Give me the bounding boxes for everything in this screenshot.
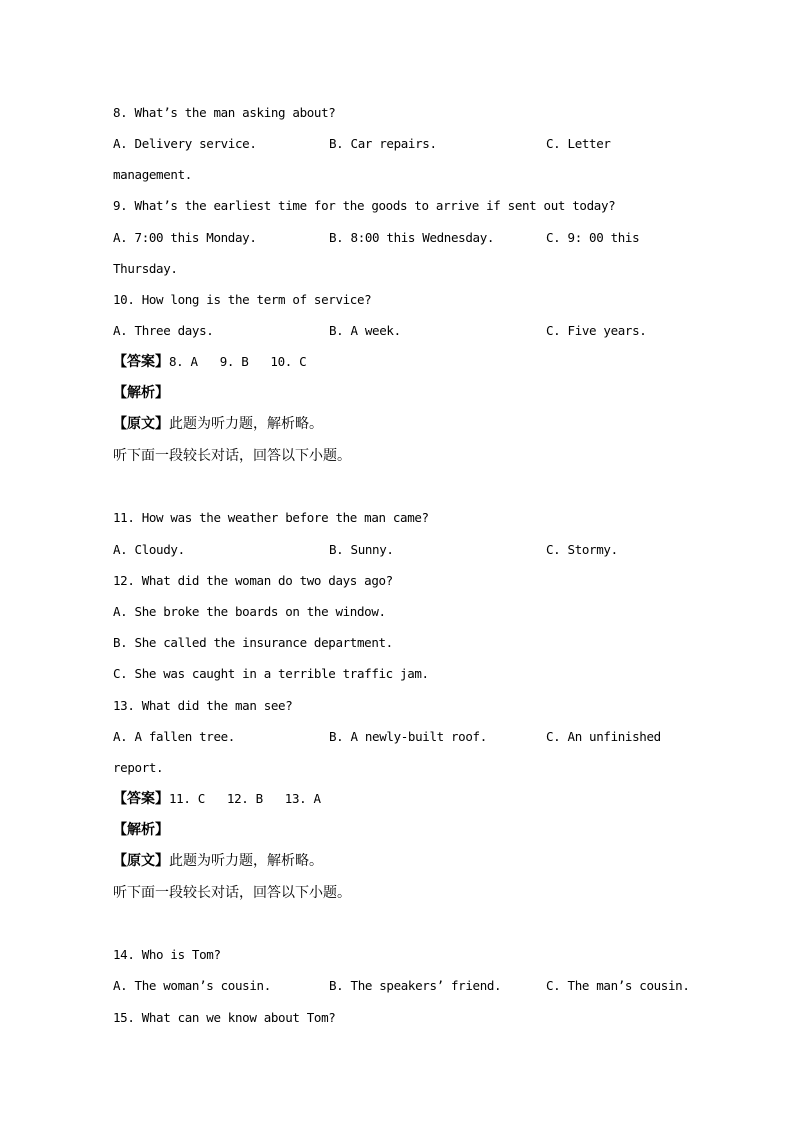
analysis-label: 【解析】 [113, 385, 169, 401]
question-13-stem: 13. What did the man see? [113, 698, 293, 713]
question-9-stem: 9. What’s the earliest time for the goods to arrive if sent out today? [113, 198, 616, 213]
question-8-option-b: B. Car repairs. [329, 136, 437, 151]
question-10-option-b: B. A week. [329, 323, 401, 338]
original-label: 【原文】 [113, 416, 169, 432]
question-14-option-b: B. The speakers’ friend. [329, 978, 502, 993]
listening-instruction: 听下面一段较长对话，回答以下小题。 [113, 885, 351, 901]
question-14-option-c: C. The man’s cousin. [546, 978, 690, 993]
question-8-option-c-continued: management. [113, 167, 192, 182]
answer-item: 13. A [284, 791, 321, 806]
question-14-option-a: A. The woman’s cousin. [113, 978, 271, 993]
question-11-option-a: A. Cloudy. [113, 542, 185, 557]
question-10-option-c: C. Five years. [546, 323, 647, 338]
answer-label: 【答案】 [113, 791, 169, 807]
question-10-stem: 10. How long is the term of service? [113, 292, 372, 307]
question-12-option-c: C. She was caught in a terrible traffic jam. [113, 666, 429, 681]
answer-label: 【答案】 [113, 354, 169, 370]
question-9-option-a: A. 7:00 this Monday. [113, 230, 257, 245]
question-15-stem: 15. What can we know about Tom? [113, 1010, 336, 1025]
question-8-option-c: C. Letter [546, 136, 611, 151]
question-9-option-c: C. 9: 00 this [546, 230, 640, 245]
question-9-option-c-continued: Thursday. [113, 261, 178, 276]
answer-item: 12. B [226, 791, 263, 806]
listening-instruction: 听下面一段较长对话，回答以下小题。 [113, 448, 351, 464]
question-11-option-b: B. Sunny. [329, 542, 394, 557]
answer-line-2 [113, 790, 321, 808]
question-11-stem: 11. How was the weather before the man came? [113, 510, 429, 525]
original-text: 此题为听力题，解析略。 [169, 853, 323, 869]
question-8-option-a: A. Delivery service. [113, 136, 257, 151]
answer-line-1 [113, 353, 306, 371]
question-13-option-c: C. An unfinished [546, 729, 661, 744]
question-12-stem: 12. What did the woman do two days ago? [113, 573, 393, 588]
question-12-option-a: A. She broke the boards on the window. [113, 604, 386, 619]
question-9-option-b: B. 8:00 this Wednesday. [329, 230, 495, 245]
answer-item: 10. C [270, 354, 307, 369]
original-label: 【原文】 [113, 853, 169, 869]
answer-item: 9. B [219, 354, 249, 369]
question-13-option-a: A. A fallen tree. [113, 729, 235, 744]
question-11-option-c: C. Stormy. [546, 542, 618, 557]
question-12-option-b: B. She called the insurance department. [113, 635, 393, 650]
question-10-option-a: A. Three days. [113, 323, 214, 338]
original-text-line [113, 415, 323, 433]
analysis-label: 【解析】 [113, 822, 169, 838]
question-13-option-b: B. A newly-built roof. [329, 729, 487, 744]
original-text: 此题为听力题，解析略。 [169, 416, 323, 432]
question-13-option-c-continued: report. [113, 760, 164, 775]
original-text-line [113, 852, 323, 870]
question-8-stem: 8. What’s the man asking about? [113, 105, 336, 120]
question-14-stem: 14. Who is Tom? [113, 947, 221, 962]
answer-item: 8. A [169, 354, 198, 369]
answer-item: 11. C [169, 791, 205, 806]
